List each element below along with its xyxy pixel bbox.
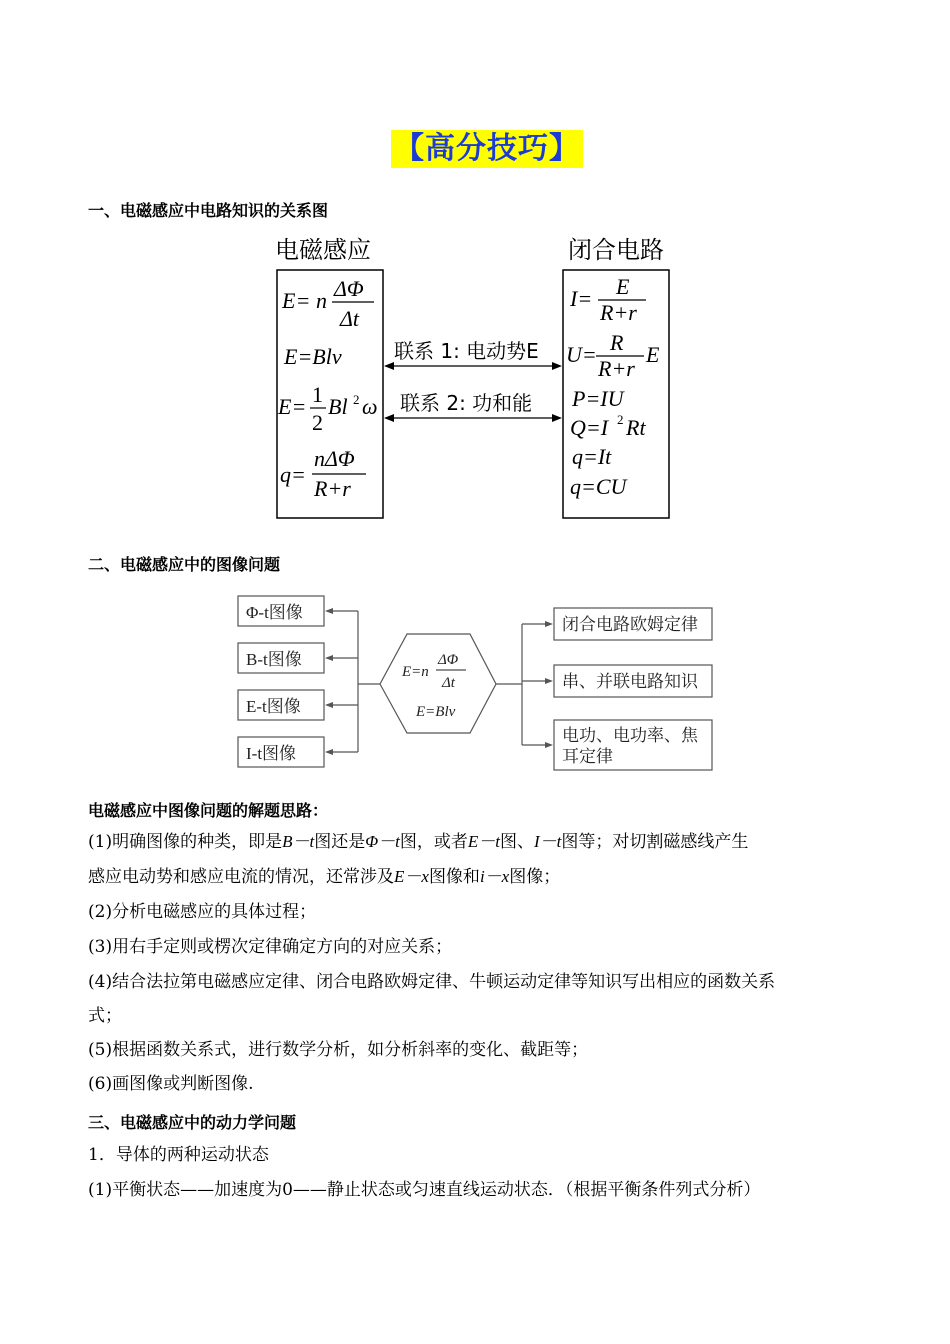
section-2-heading: 二、电磁感应中的图像问题 xyxy=(88,555,281,574)
step-3: (3)用右手定则或楞次定律确定方向的对应关系； xyxy=(88,937,453,957)
svg-text:nΔΦ: nΔΦ xyxy=(314,446,355,471)
step-2: (2)分析电磁感应的具体过程； xyxy=(88,902,317,922)
left-f2: E=Blv xyxy=(284,344,342,369)
svg-text:n: n xyxy=(316,288,327,313)
section-3-heading: 三、电磁感应中的动力学问题 xyxy=(88,1113,297,1132)
svg-text:2: 2 xyxy=(617,412,624,427)
power-joule-box-line2: 耳定律 xyxy=(562,747,613,766)
link-1-label: 联系 1: 电动势E xyxy=(394,339,539,363)
svg-text:2: 2 xyxy=(353,392,360,407)
power-joule-box-line1: 电功、电功率、焦 xyxy=(562,726,698,745)
svg-text:=: = xyxy=(297,288,310,313)
svg-text:Q=I: Q=I xyxy=(570,415,609,440)
svg-text:R+r: R+r xyxy=(314,476,351,501)
closed-circuit-label: 闭合电路 xyxy=(568,236,664,264)
phi-t-graph: Φ-t图像 xyxy=(246,603,303,622)
step-4-line-1: (4)结合法拉第电磁感应定律、闭合电路欧姆定律、牛顿运动定律等知识写出相应的函数关系 xyxy=(88,972,776,992)
svg-text:U=: U= xyxy=(566,342,597,367)
svg-text:E=: E= xyxy=(278,394,307,419)
motion-states-heading: 1．导体的两种运动状态 xyxy=(88,1145,269,1165)
section-1-heading: 一、电磁感应中电路知识的关系图 xyxy=(88,201,329,220)
svg-text:Rt: Rt xyxy=(626,415,646,440)
circuit-relation-diagram xyxy=(270,228,680,524)
svg-text:2: 2 xyxy=(312,410,323,435)
em-induction-label: 电磁感应 xyxy=(275,236,371,264)
solving-approach-heading: 电磁感应中图像问题的解题思路： xyxy=(88,801,329,820)
svg-text:R+r: R+r xyxy=(598,356,635,381)
step-4-line-2: 式； xyxy=(88,1006,122,1026)
i-t-graph: I-t图像 xyxy=(246,744,297,763)
link-2-label: 联系 2: 功和能 xyxy=(400,391,533,415)
step-6: (6)画图像或判断图像. xyxy=(88,1074,254,1094)
e-t-graph: E-t图像 xyxy=(246,697,301,716)
equilibrium-state: (1)平衡状态——加速度为0——静止状态或匀速直线运动状态．（根据平衡条件列式分析） xyxy=(88,1180,761,1200)
page-title: 【高分技巧】 xyxy=(391,130,583,168)
svg-text:ω: ω xyxy=(362,394,378,419)
ohm-law-box: 闭合电路欧姆定律 xyxy=(562,615,698,634)
b-t-graph: B-t图像 xyxy=(246,650,302,669)
step-5: (5)根据函数关系式，进行数学分析，如分析斜率的变化、截距等； xyxy=(88,1040,589,1060)
svg-text:R+r: R+r xyxy=(600,300,637,325)
svg-text:ΔΦ: ΔΦ xyxy=(438,652,459,668)
svg-text:R: R xyxy=(610,330,624,355)
left-f1-lhs: E xyxy=(282,288,296,313)
step-1-line-2: 感应电动势和感应电流的情况，还常涉及E－x图像和i－x图像； xyxy=(88,867,561,887)
left-f1-numerator: ΔΦ xyxy=(334,276,364,301)
svg-text:I=: I= xyxy=(570,286,593,311)
svg-text:q=CU: q=CU xyxy=(570,474,627,499)
center-formula-2: E=Blv xyxy=(416,704,456,720)
step-1-line-1: (1)明确图像的种类，即是B－t图还是Φ－t图，或者E－t图、I－t图等；对切割磁感线产生 xyxy=(88,832,749,852)
image-problem-diagram xyxy=(232,590,718,780)
svg-text:E: E xyxy=(616,274,630,299)
series-parallel-box: 串、并联电路知识 xyxy=(562,672,698,691)
svg-text:1: 1 xyxy=(312,382,323,407)
svg-text:Bl: Bl xyxy=(328,394,348,419)
svg-text:q=It: q=It xyxy=(572,444,612,469)
svg-text:q=: q= xyxy=(280,462,306,487)
svg-text:Δt: Δt xyxy=(442,675,455,691)
center-formula-1: E=n xyxy=(402,664,429,680)
svg-text:P=IU: P=IU xyxy=(572,386,624,411)
left-f1-denominator: Δt xyxy=(340,306,360,331)
svg-text:E: E xyxy=(646,342,660,367)
